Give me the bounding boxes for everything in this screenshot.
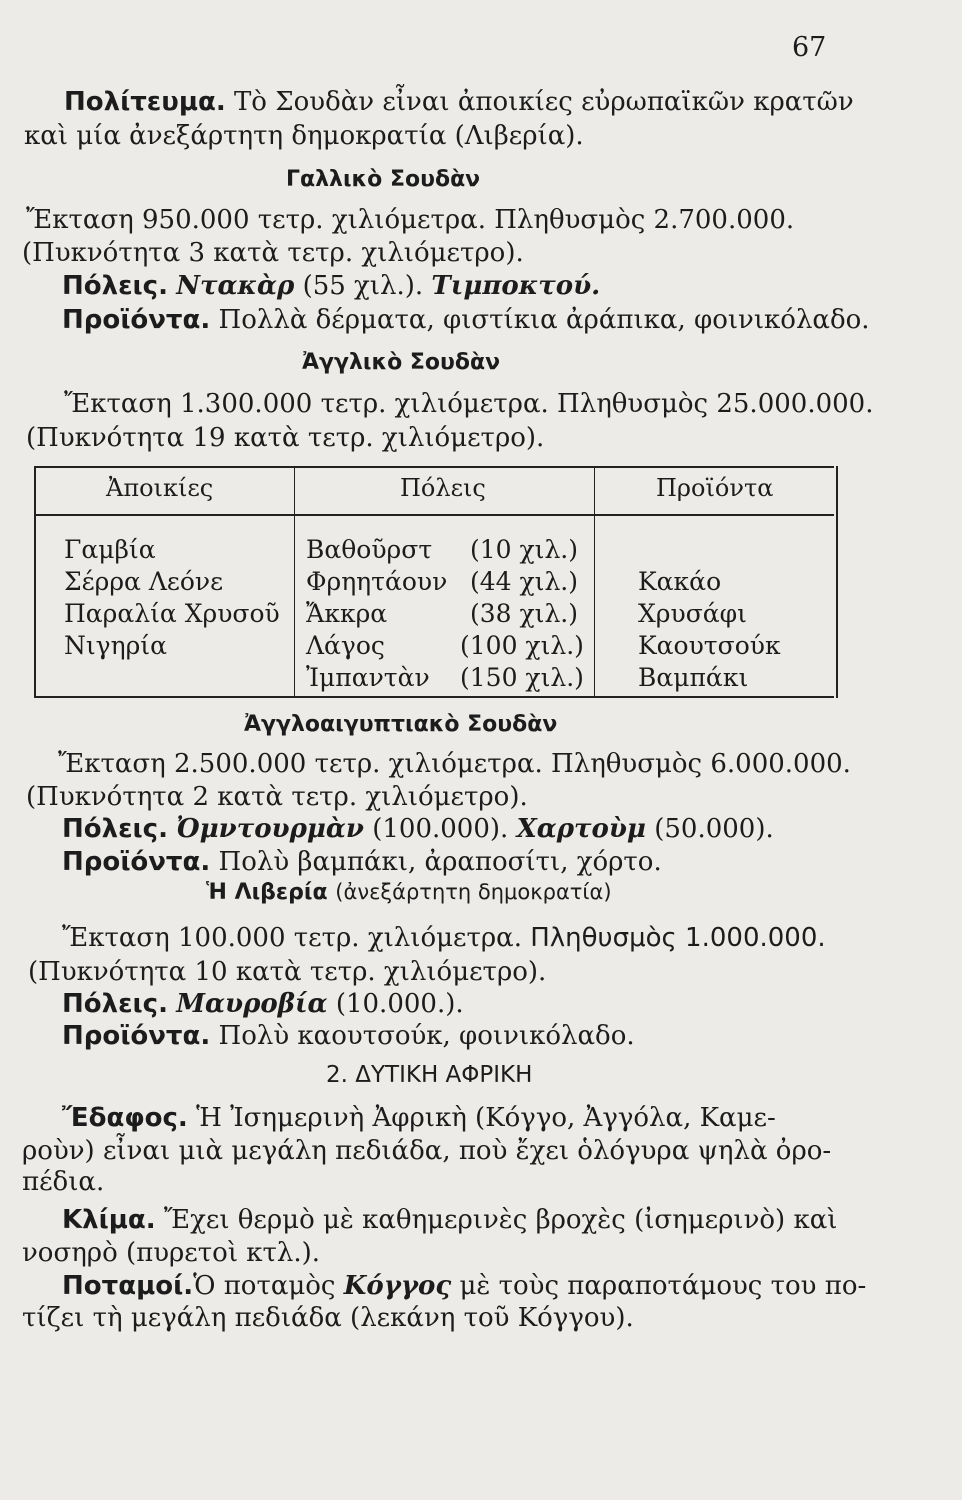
intro-text: Τὸ Σουδὰν εἶναι ἀποικίες εὐρωπαϊκῶν κρατῶν: [233, 87, 854, 117]
west-africa-soil-line-2: ροὺν) εἶναι μιὰ μεγάλη πεδιάδα, ποὺ ἔχει ὁλόγυρα ψηλὰ ὀρο-: [22, 1136, 832, 1166]
table-city-pop: (150 χιλ.): [460, 663, 584, 692]
liberia-area: Ἔκταση 100.000 τετρ. χιλιόμετρα.: [62, 923, 522, 953]
table-city-pop: (38 χιλ.): [470, 599, 579, 628]
west-africa-soil-label: Ἔδαφος.: [62, 1103, 188, 1133]
anglo-egyptian-area: Ἔκταση 2.500.000 τετρ. χιλιόμετρα. Πληθυσμὸς 6.000.000.: [58, 749, 851, 779]
table-city: Λάγος: [306, 631, 385, 660]
anglo-egyptian-city-omdurman-pop: (100.000).: [372, 814, 509, 844]
west-africa-rivers-line-1: [62, 1270, 866, 1302]
liberia-cities: [62, 988, 464, 1020]
table-city-pop: (10 χιλ.): [470, 535, 579, 564]
liberia-products: [62, 1020, 635, 1052]
west-africa-river-congo: Κόγγος: [343, 1271, 452, 1301]
anglo-egyptian-city-khartoum-pop: (50.000).: [654, 814, 774, 844]
liberia-heading: [206, 880, 612, 905]
table-header-cities: Πόλεις: [400, 474, 486, 502]
french-sudan-city-dakar: Ντακὰρ: [176, 271, 295, 301]
west-africa-climate-label: Κλίμα.: [62, 1205, 156, 1235]
anglo-egyptian-products: [62, 846, 662, 878]
table-city: Ἰμπαντὰν: [306, 663, 430, 692]
page-number: 67: [792, 32, 827, 63]
table-city-pop: (44 χιλ.): [470, 567, 579, 596]
west-africa-climate-line-2: νοσηρὸ (πυρετοὶ κτλ.).: [22, 1238, 321, 1268]
anglo-egyptian-cities-label: Πόλεις.: [62, 814, 168, 844]
french-sudan-products-text: Πολλὰ δέρματα, φιστίκια ἀράπικα, φοινικόλαδο.: [218, 305, 870, 335]
table-city: Φρηητάουν: [306, 567, 448, 596]
west-africa-soil-text: Ἡ Ἰσημερινὴ Ἀφρικὴ (Κόγγο, Ἀγγόλα, Καμε-: [196, 1103, 776, 1133]
table-separator: [594, 466, 595, 698]
french-sudan-products: [62, 304, 870, 336]
british-sudan-density: (Πυκνότητα 19 κατὰ τετρ. χιλιόμετρο).: [26, 423, 545, 453]
west-africa-heading: 2. ΔΥΤΙΚΗ ΑΦΡΙΚΗ: [326, 1062, 533, 1088]
table-city: Ἄκκρα: [306, 599, 388, 628]
table-colony: Σέρρα Λεόνε: [64, 567, 224, 596]
liberia-population: Πληθυσμὸς 1.000.000.: [530, 923, 826, 953]
anglo-egyptian-city-khartoum: Χαρτοὺμ: [516, 814, 646, 844]
table-colony: Γαμβία: [64, 535, 156, 564]
colonies-table: [34, 466, 838, 698]
french-sudan-city-dakar-pop: (55 χιλ.).: [302, 271, 424, 301]
liberia-city-monrovia: Μαυροβία: [176, 989, 328, 1019]
french-sudan-area: Ἔκταση 950.000 τετρ. χιλιόμετρα. Πληθυσμὸς 2.700.000.: [26, 205, 795, 235]
table-product: Βαμπάκι: [638, 663, 749, 692]
anglo-egyptian-sudan-heading: Ἀγγλοαιγυπτιακὸ Σουδὰν: [244, 712, 558, 737]
french-sudan-cities: [62, 270, 600, 302]
intro-label: Πολίτευμα.: [64, 87, 226, 117]
intro-line-2: καὶ μία ἀνεξάρτητη δημοκρατία (Λιβερία).: [24, 121, 584, 151]
table-product: Χρυσάφι: [638, 599, 747, 628]
liberia-area-line: [62, 922, 826, 954]
liberia-density: (Πυκνότητα 10 κατὰ τετρ. χιλιόμετρο).: [28, 957, 547, 987]
table-separator: [294, 466, 295, 698]
french-sudan-products-label: Προϊόντα.: [62, 305, 211, 335]
west-africa-climate-text: Ἔχει θερμὸ μὲ καθημερινὲς βροχὲς (ἰσημερινὸ) καὶ: [163, 1205, 838, 1235]
west-africa-rivers-line-2: τίζει τὴ μεγάλη πεδιάδα (λεκάνη τοῦ Κόγγου).: [22, 1303, 634, 1333]
west-africa-soil-line-3: πέδια.: [22, 1167, 105, 1197]
anglo-egyptian-cities: [62, 813, 774, 845]
table-header-colonies: Ἀποικίες: [106, 474, 214, 502]
table-product: Κακάο: [638, 567, 722, 596]
table-product: Καουτσούκ: [638, 631, 781, 660]
french-sudan-city-timbuktu: Τιμποκτού.: [431, 271, 601, 301]
liberia-heading-title: Ἡ Λιβερία: [206, 880, 328, 905]
table-header-products: Προϊόντα: [656, 474, 774, 502]
liberia-cities-label: Πόλεις.: [62, 989, 168, 1019]
west-africa-rivers-text-a: Ὁ ποταμὸς: [193, 1271, 336, 1301]
table-colony: Παραλία Χρυσοῦ: [64, 599, 280, 628]
anglo-egyptian-products-text: Πολὺ βαμπάκι, ἀραποσίτι, χόρτο.: [218, 847, 662, 877]
table-city: Βαθοῦρστ: [306, 535, 433, 564]
french-sudan-cities-label: Πόλεις.: [62, 271, 168, 301]
anglo-egyptian-density: (Πυκνότητα 2 κατὰ τετρ. χιλιόμετρο).: [26, 782, 528, 812]
anglo-egyptian-products-label: Προϊόντα.: [62, 847, 211, 877]
table-colony: Νιγηρία: [64, 631, 167, 660]
french-sudan-density: (Πυκνότητα 3 κατὰ τετρ. χιλιόμετρο).: [22, 238, 524, 268]
intro-line-1: [64, 86, 854, 118]
french-sudan-heading: Γαλλικὸ Σουδὰν: [286, 167, 481, 192]
british-sudan-heading: Ἀγγλικὸ Σουδὰν: [302, 350, 501, 375]
west-africa-soil-line-1: [62, 1102, 776, 1134]
table-city-pop: (100 χιλ.): [460, 631, 584, 660]
british-sudan-area: Ἔκταση 1.300.000 τετρ. χιλιόμετρα. Πληθυσμὸς 25.000.000.: [64, 389, 874, 419]
west-africa-climate-line-1: [62, 1204, 837, 1236]
anglo-egyptian-city-omdurman: Ὀμντουρμὰν: [176, 814, 364, 844]
liberia-products-text: Πολὺ καουτσούκ, φοινικόλαδο.: [218, 1021, 635, 1051]
liberia-heading-sub: (ἀνεξάρτητη δημοκρατία): [335, 880, 612, 904]
west-africa-rivers-text-c: μὲ τοὺς παραποτάμους του πο-: [459, 1271, 867, 1301]
liberia-city-monrovia-pop: (10.000.).: [335, 989, 464, 1019]
liberia-products-label: Προϊόντα.: [62, 1021, 211, 1051]
west-africa-rivers-label: Ποταμοί.: [62, 1271, 194, 1301]
